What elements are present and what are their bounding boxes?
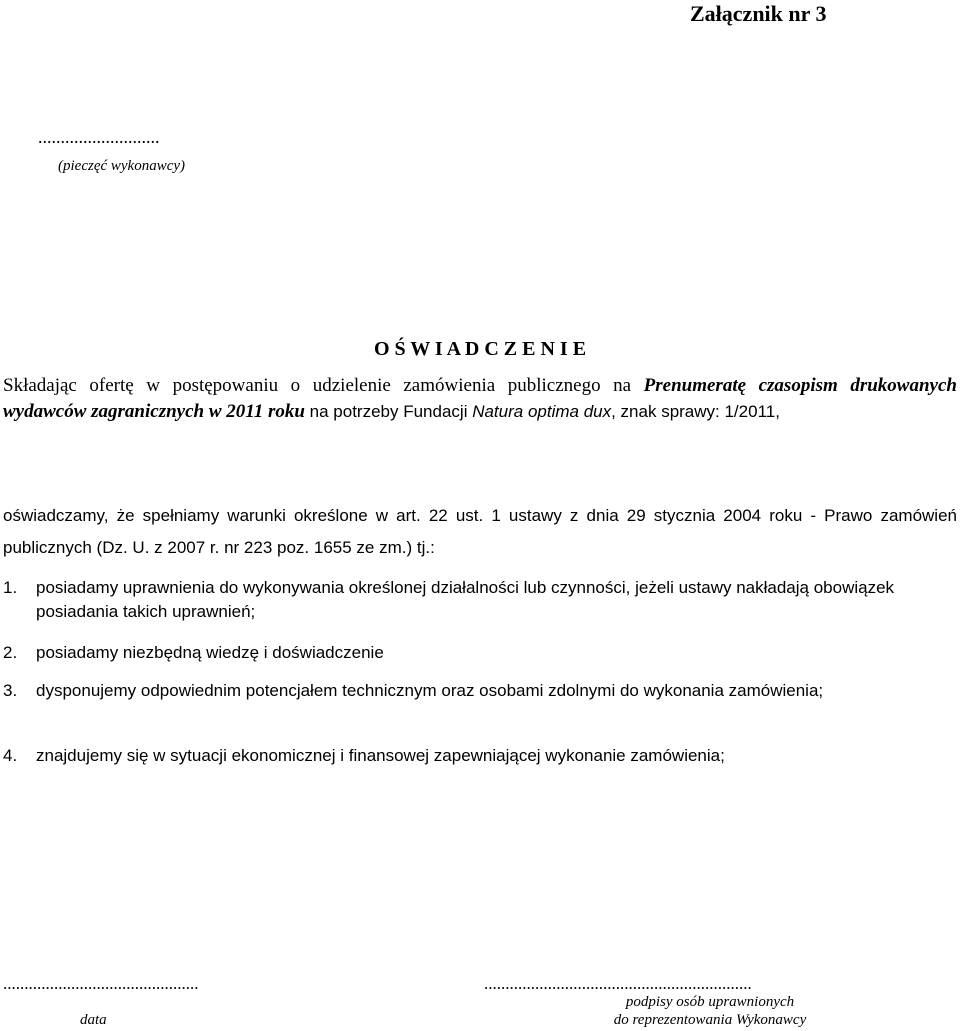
intro-text-2: na potrzeby Fundacji [304,402,473,421]
list-item-text: znajdujemy się w sytuacji ekonomicznej i finansowej zapewniającej wykonanie zamówienia; [36,746,725,765]
signature-caption [600,993,820,1029]
list-item-number: 2. [3,643,18,662]
document-title: O Ś W I A D C Z E N I E [373,338,587,360]
order-subject: Prenumeratę czasopism drukowanych wydawców zagranicznych w 2011 roku [3,375,957,422]
list-item-number: 1. [3,578,18,597]
intro-paragraph [3,373,957,425]
list-item-number: 3. [3,681,18,700]
signature-dotted-line: ............................................................... [484,974,752,993]
intro-text-3: , znak sprawy: 1/2011, [611,402,780,421]
list-item-text: dysponujemy odpowiednim potencjałem technicznym oraz osobami zdolnymi do wykonania zamówienia; [36,681,824,700]
stamp-dotted-line: ........................... [38,127,160,147]
stamp-caption: (pieczęć wykonawcy) [58,158,186,174]
statement-paragraph: oświadczamy, że spełniamy warunki określone w art. 22 ust. 1 ustawy z dnia 29 stycznia 2004 roku - Prawo zamówień publicznych (Dz. U. z 2007 r. nr 223 poz. 1655 ze zm.) tj.: [3,506,957,557]
signature-caption-line-1: podpisy osób uprawnionych [625,994,795,1010]
list-item-text: posiadamy niezbędną wiedzę i doświadczenie [36,643,384,662]
signature-caption-line-2: do reprezentowania Wykonawcy [613,1012,807,1028]
date-caption: data [80,1012,107,1028]
intro-text-1: Składając ofertę w postępowaniu o udzielenie zamówienia publicznego na [3,375,644,396]
list-item [3,576,933,624]
list-item-number: 4. [3,746,18,765]
list-item-text: posiadamy uprawnienia do wykonywania określonej działalności lub czynności, jeżeli ustawy nakładają obowiązek posiadania takich uprawnień; [36,578,895,621]
foundation-name: Natura optima dux [472,402,612,421]
date-dotted-line: .............................................. [3,974,199,993]
list-item [3,641,933,665]
list-item [3,744,933,768]
list-item [3,679,933,703]
attachment-label: Załącznik nr 3 [690,1,827,26]
